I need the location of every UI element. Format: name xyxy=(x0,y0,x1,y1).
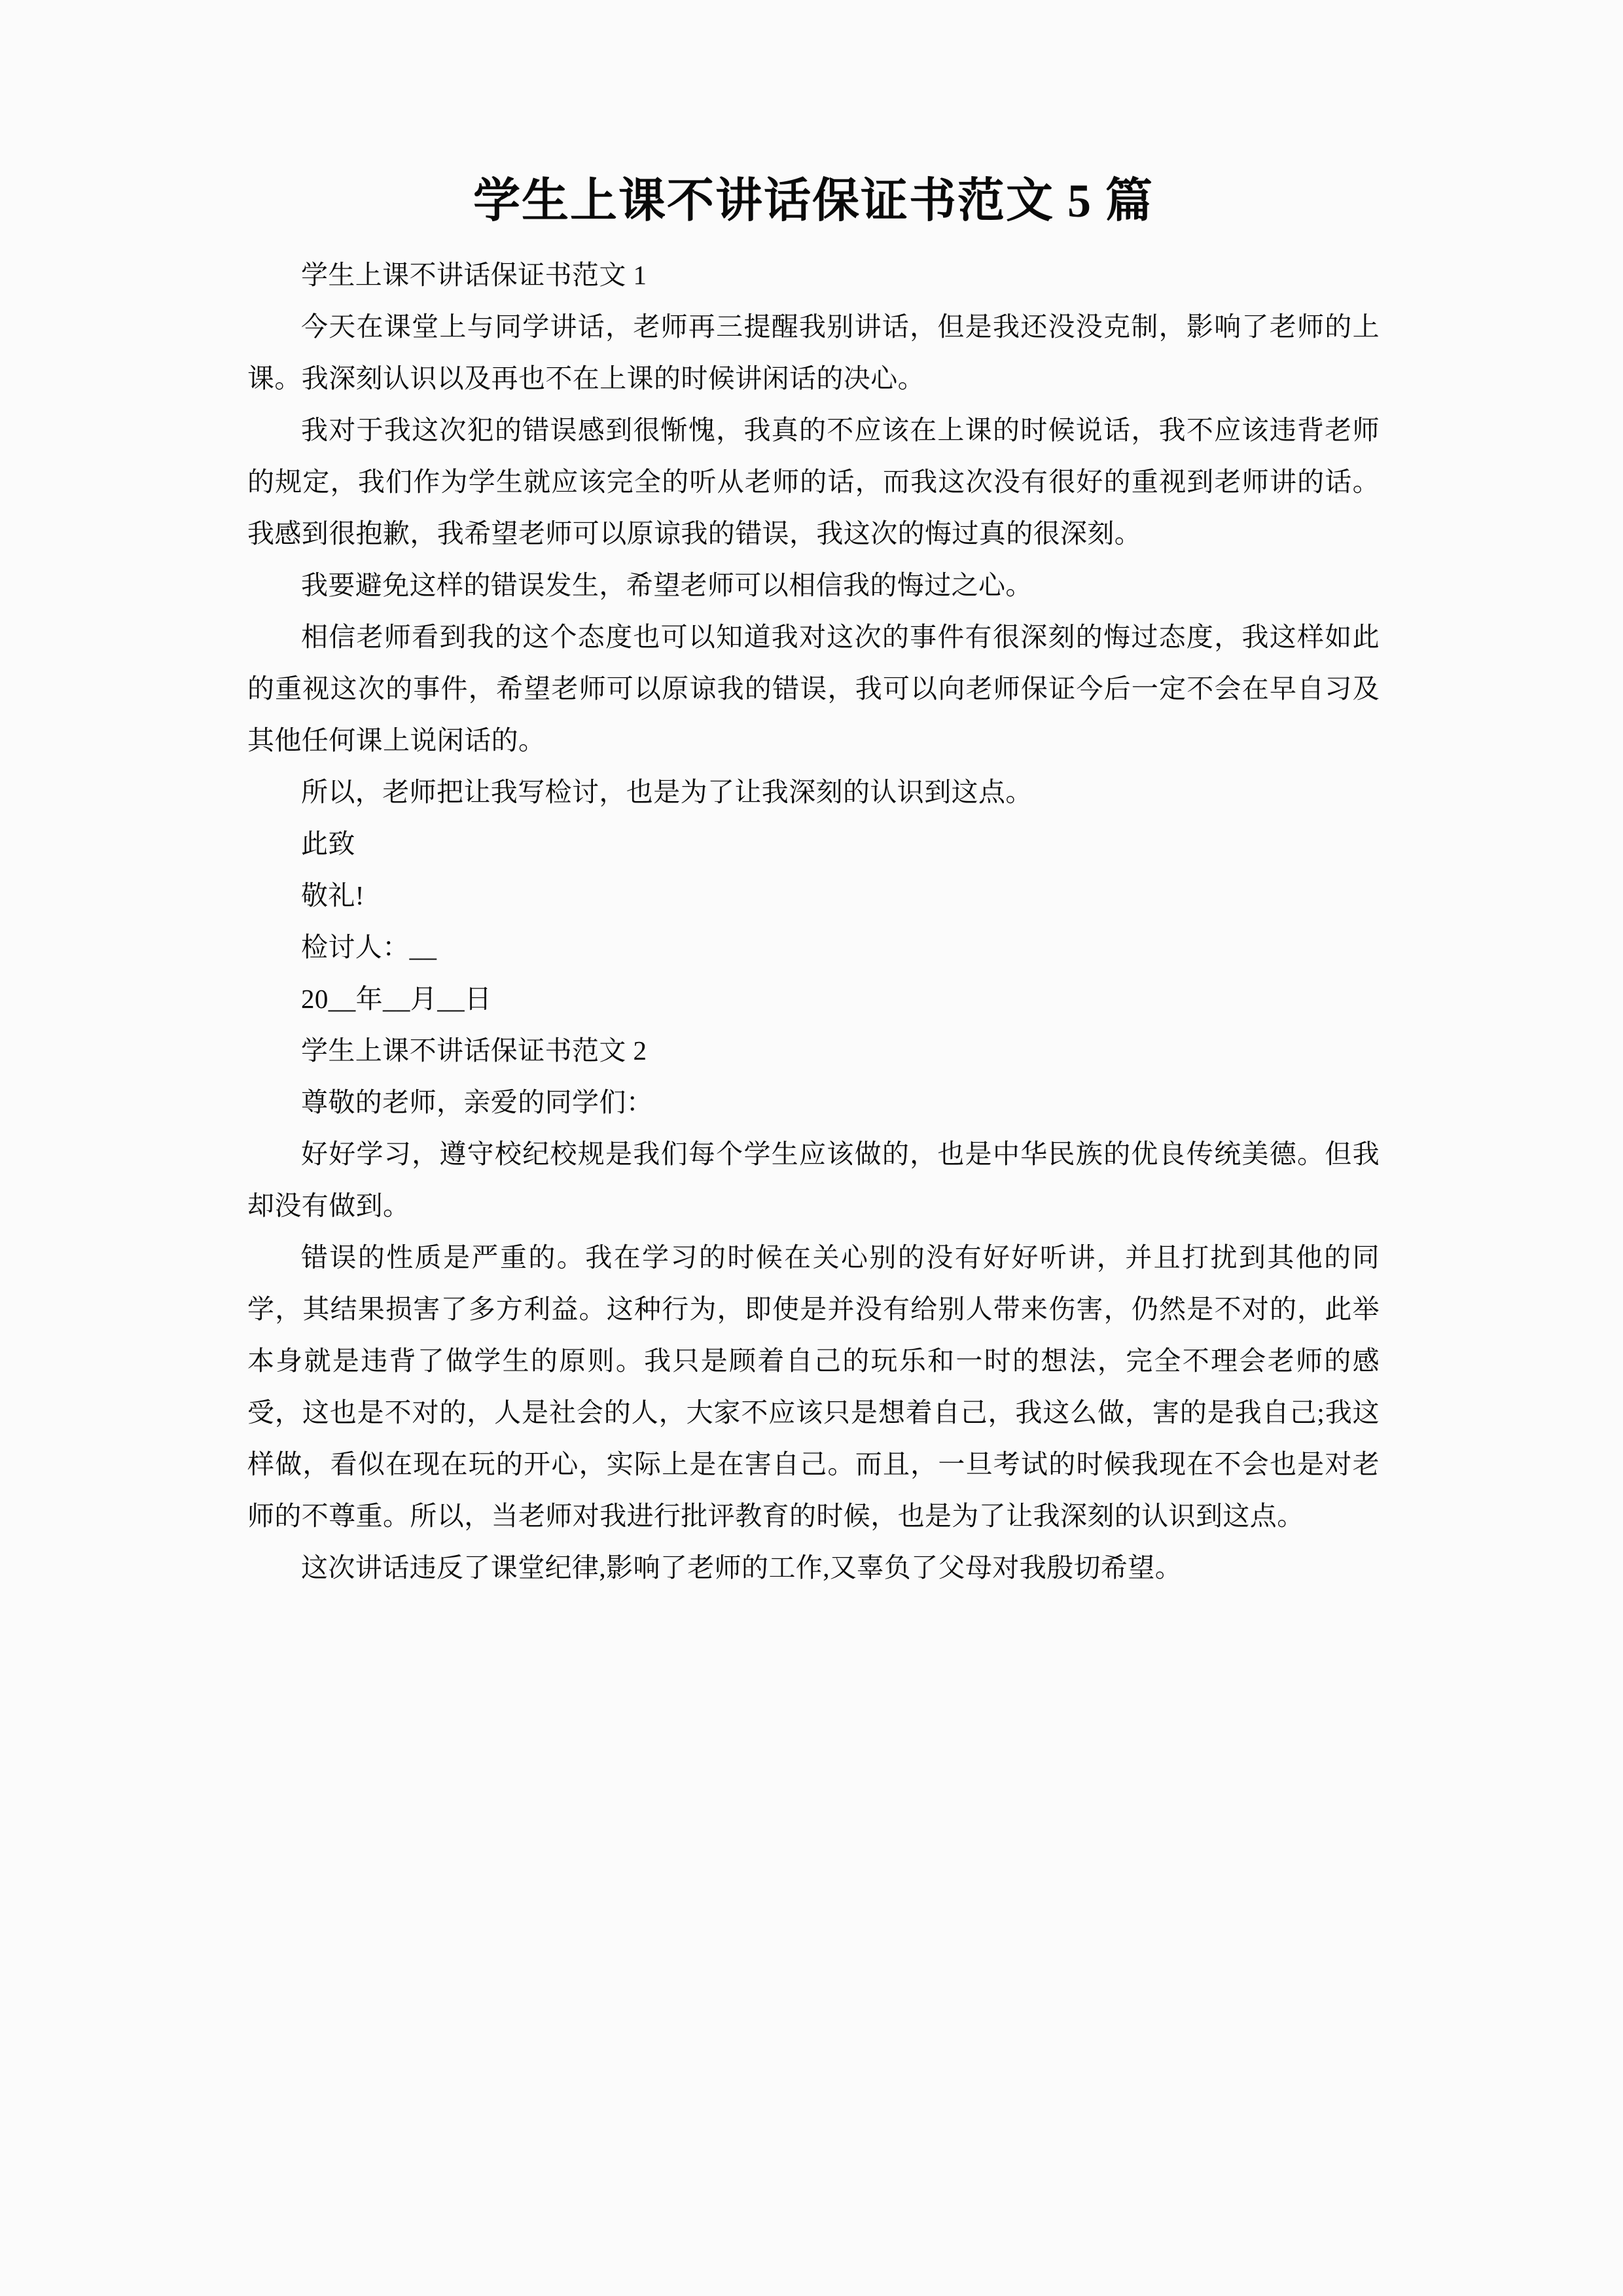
section-2-paragraph-1: 好好学习，遵守校纪校规是我们每个学生应该做的，也是中华民族的优良传统美德。但我却没有做到。 xyxy=(247,1139,1380,1221)
closing-salute-primary: 此致 xyxy=(301,829,355,859)
document-body xyxy=(247,249,1380,1594)
section-1-paragraph-2: 我对于我这次犯的错误感到很惭愧，我真的不应该在上课的时候说话，我不应该违背老师的规定，我们作为学生就应该完全的听从老师的话，而我这次没有很好的重视到老师讲的话。我感到很抱歉，我希望老师可以原谅我的错误，我这次的悔过真的很深刻。 xyxy=(247,415,1380,549)
section-1-paragraph-1: 今天在课堂上与同学讲话，老师再三提醒我别讲话，但是我还没没克制，影响了老师的上课。我深刻认识以及再也不在上课的时候讲闲话的决心。 xyxy=(247,312,1380,394)
document-content xyxy=(247,0,1380,1594)
section-heading-1: 学生上课不讲话保证书范文 1 xyxy=(301,260,647,291)
section-2-paragraph-2: 错误的性质是严重的。我在学习的时候在关心别的没有好好听讲，并且打扰到其他的同学，其结果损害了多方利益。这种行为，即使是并没有给别人带来伤害，仍然是不对的，此举本身就是违背了做学生的原则。我只是顾着自己的玩乐和一时的想法，完全不理会老师的感受，这也是不对的，人是社会的人，大家不应该只是想着自己，我这么做，害的是我自己;我这样做，看似在现在玩的开心，实际上是在害自己。而且，一旦考试的时候我现在不会也是对老师的不尊重。所以，当老师对我进行批评教育的时候，也是为了让我深刻的认识到这点。 xyxy=(247,1242,1380,1532)
date-line: 20__年__月__日 xyxy=(301,984,492,1014)
signer-line: 检讨人：__ xyxy=(301,932,437,963)
section-1-paragraph-5: 所以，老师把让我写检讨，也是为了让我深刻的认识到这点。 xyxy=(301,777,1033,808)
section-heading-2: 学生上课不讲话保证书范文 2 xyxy=(301,1035,647,1066)
section-1-paragraph-4: 相信老师看到我的这个态度也可以知道我对这次的事件有很深刻的悔过态度，我这样如此的重视这次的事件，希望老师可以原谅我的错误，我可以向老师保证今后一定不会在早自习及其他任何课上说闲话的。 xyxy=(247,622,1380,756)
section-1-paragraph-3: 我要避免这样的错误发生，希望老师可以相信我的悔过之心。 xyxy=(301,570,1033,601)
closing-salute-secondary: 敬礼! xyxy=(301,880,365,911)
page-title: 学生上课不讲话保证书范文 5 篇 xyxy=(473,175,1154,227)
section-2-paragraph-3: 这次讲话违反了课堂纪律,影响了老师的工作,又辜负了父母对我殷切希望。 xyxy=(301,1552,1183,1583)
section-2-greeting: 尊敬的老师，亲爱的同学们： xyxy=(301,1087,654,1118)
